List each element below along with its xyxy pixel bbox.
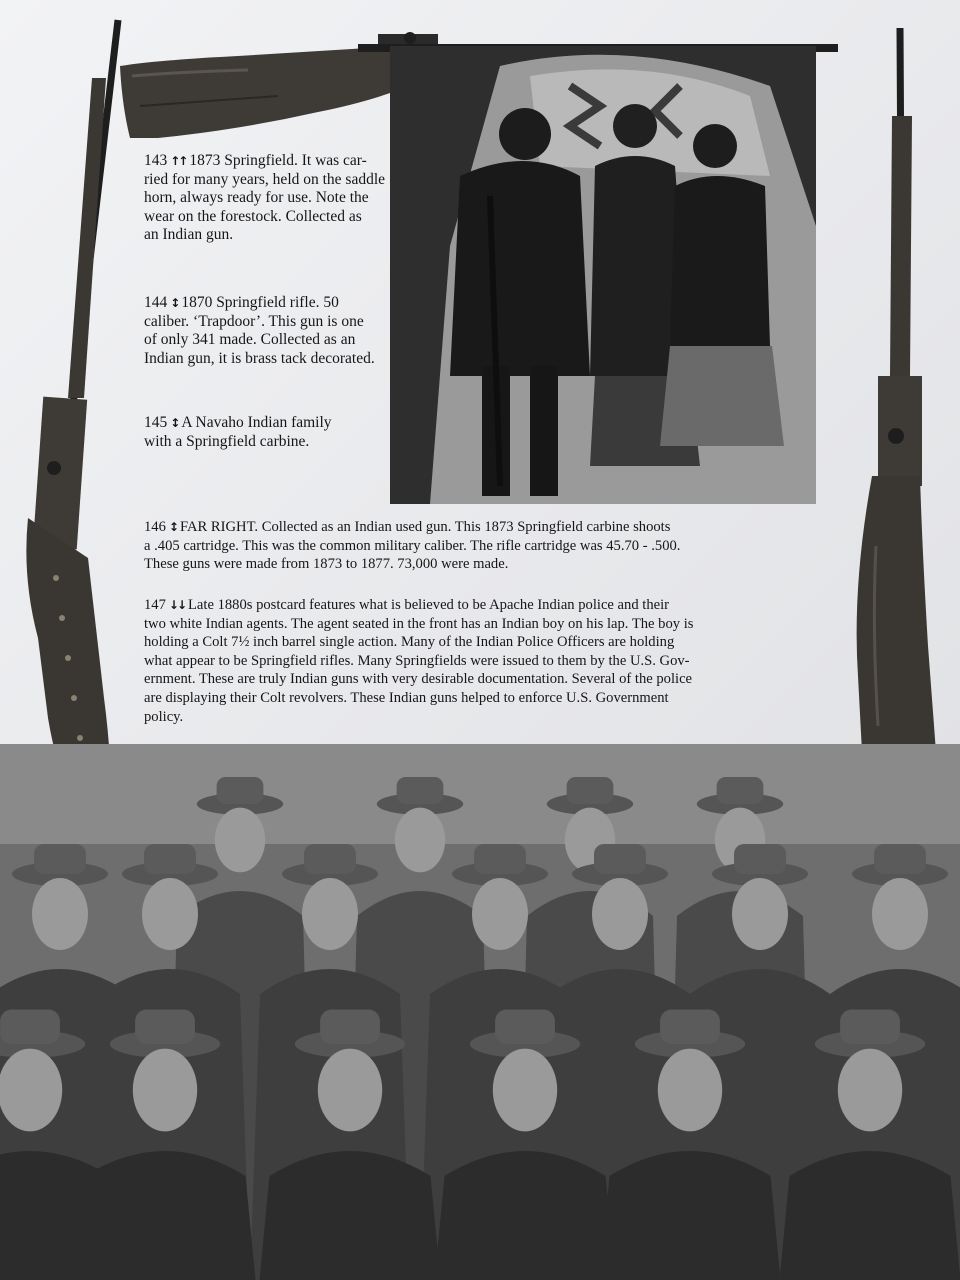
face — [472, 878, 528, 950]
coat — [600, 1151, 781, 1280]
entry-text-line: policy. — [144, 708, 184, 725]
up-down-arrow-icon: ↕ — [168, 520, 177, 534]
face — [592, 878, 648, 950]
entry-text-line: FAR RIGHT. Collected as an Indian used gun. This 1873 Springfield carbine shoots — [179, 519, 671, 535]
entry-text-line: are displaying their Colt revolvers. These Indian guns helped to enforce U.S. Government — [144, 689, 669, 706]
double-down-arrow-icon: ↓↓ — [168, 598, 185, 612]
hat-crown — [34, 844, 86, 874]
face — [838, 1049, 902, 1132]
entry-text-line: 1870 Springfield rifle. 50 — [181, 294, 339, 311]
entry-text-line: what appear to be Springfield rifles. Many Springfields were issued to them by the U.S. Gov- — [144, 652, 690, 669]
rifle-right-image — [832, 26, 946, 758]
hat-crown — [495, 1010, 555, 1045]
face — [493, 1049, 557, 1132]
face — [302, 878, 358, 950]
entry-143 — [144, 152, 414, 245]
entry-text-line: 1873 Springfield. It was car- — [189, 152, 367, 169]
entry-147 — [144, 596, 810, 726]
entry-text-line: ernment. These are truly Indian guns with very desirable documentation. Several of the police — [144, 671, 693, 688]
entry-text-line: a .405 cartridge. This was the common military caliber. The rifle cartridge was 45.70 - .500. — [144, 537, 681, 554]
hat-crown — [0, 1010, 60, 1045]
hat-crown — [594, 844, 646, 874]
face — [318, 1049, 382, 1132]
hat-crown — [734, 844, 786, 874]
hat-crown — [840, 1010, 900, 1045]
entry-number: 147 — [144, 597, 166, 613]
entry-text-line: with a Springfield carbine. — [144, 432, 310, 450]
hat-crown — [567, 777, 614, 804]
hat-crown — [717, 777, 764, 804]
up-down-arrow-icon: ↕ — [170, 416, 179, 430]
face — [395, 808, 445, 873]
face — [732, 878, 788, 950]
face — [0, 1049, 62, 1132]
hat-crown — [660, 1010, 720, 1045]
entry-text-line: Late 1880s postcard features what is believed to be Apache Indian police and their — [188, 597, 670, 613]
hat-crown — [320, 1010, 380, 1045]
entry-text-line: holding a Colt 7½ inch barrel single action. Many of the Indian Police Officers are holding — [144, 634, 675, 651]
entry-text-line: two white Indian agents. The agent seated in the front has an Indian boy on his lap. The boy is — [144, 615, 694, 632]
face — [872, 878, 928, 950]
hat-crown — [135, 1010, 195, 1045]
entry-text-line: These guns were made from 1873 to 1877. 73,000 were made. — [144, 556, 509, 573]
up-down-arrow-icon: ↕ — [170, 296, 179, 310]
rifle-left-image — [8, 18, 128, 830]
face — [215, 808, 265, 873]
hat-crown — [474, 844, 526, 874]
hat-crown — [304, 844, 356, 874]
coat — [260, 1151, 441, 1280]
entry-number: 144 — [144, 294, 168, 311]
entry-number: 145 — [144, 414, 168, 431]
hat-crown — [217, 777, 264, 804]
navaho-family-photo — [390, 46, 816, 504]
entry-145 — [144, 414, 394, 451]
entry-text-line: ried for many years, held on the saddle — [144, 170, 386, 188]
face — [658, 1049, 722, 1132]
hat-crown — [874, 844, 926, 874]
entry-146 — [144, 518, 810, 574]
entry-text-line: caliber. ‘Trapdoor’. This gun is one — [144, 312, 364, 330]
face — [142, 878, 198, 950]
hat-crown — [144, 844, 196, 874]
entry-text-line: Indian gun, it is brass tack decorated. — [144, 349, 375, 367]
face — [133, 1049, 197, 1132]
coat — [435, 1151, 616, 1280]
entry-text-line: wear on the forestock. Collected as — [144, 207, 362, 225]
coat — [780, 1151, 960, 1280]
entry-text-line: A Navaho Indian family — [181, 414, 332, 431]
entry-number: 146 — [144, 519, 166, 535]
hat-crown — [397, 777, 444, 804]
entry-text-line: of only 341 made. Collected as an — [144, 331, 356, 349]
double-up-arrow-icon: ↑↑ — [170, 154, 187, 168]
coat — [75, 1151, 256, 1280]
entry-text-line: an Indian gun. — [144, 226, 234, 244]
entry-text-line: horn, always ready for use. Note the — [144, 189, 369, 207]
face — [32, 878, 88, 950]
apache-police-group-photo — [0, 744, 960, 1280]
entry-144 — [144, 294, 414, 368]
entry-number: 143 — [144, 152, 168, 169]
